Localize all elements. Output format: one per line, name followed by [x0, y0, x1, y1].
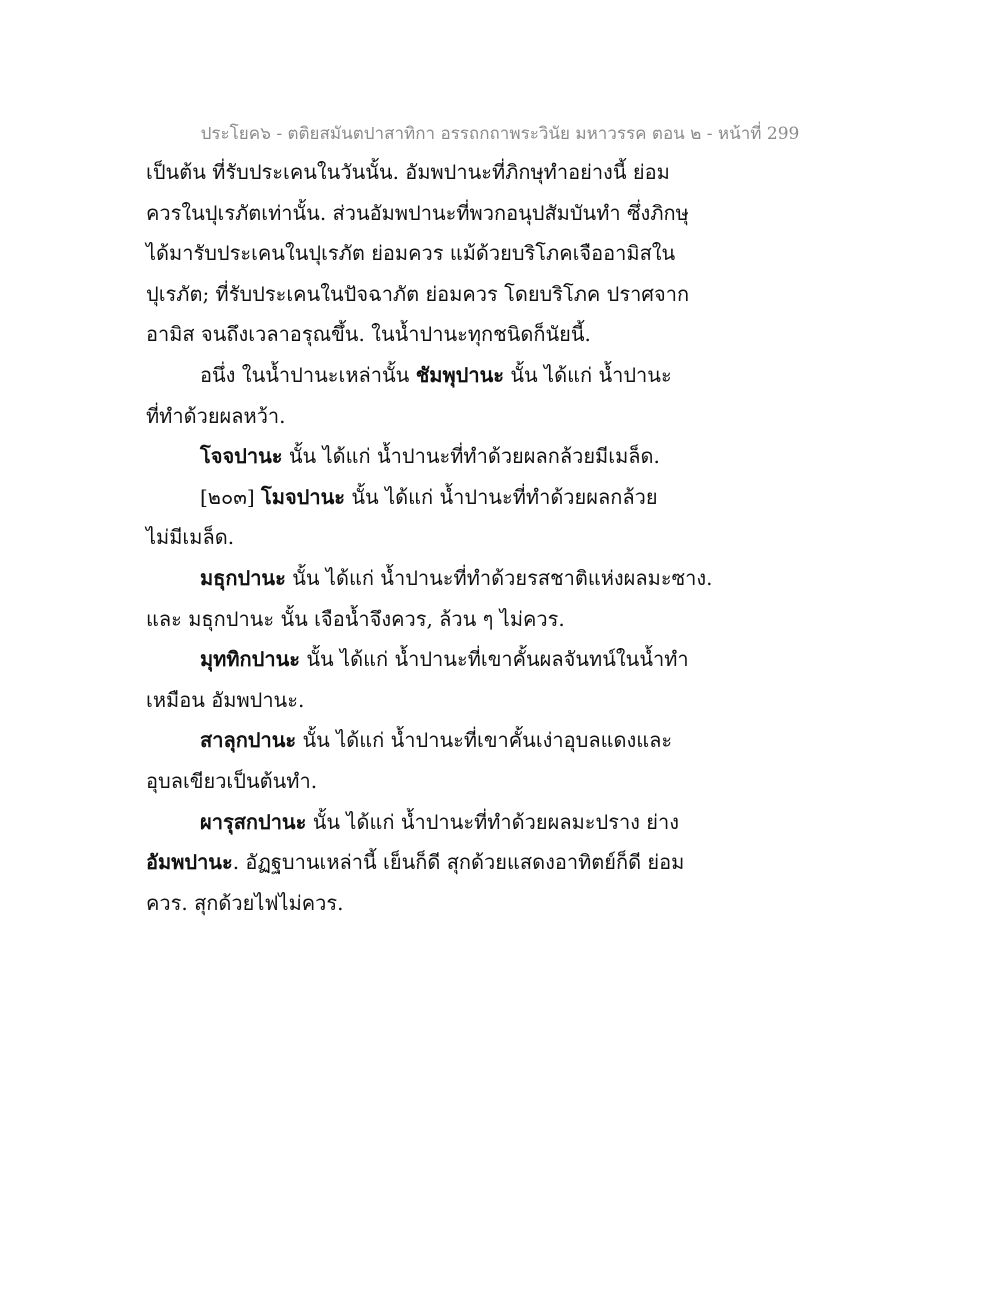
paragraph-first-line	[146, 639, 706, 680]
text-run: ควร. สุกด้วยไฟไม่ควร.	[146, 890, 344, 915]
paragraph-first-line	[146, 355, 706, 396]
page-body	[146, 152, 713, 923]
paragraph-line	[146, 680, 706, 721]
paragraph-line	[146, 842, 706, 883]
text-run: อนึ่ง ในน้ำปานะเหล่านั้น	[200, 362, 416, 387]
text-run: เป็นต้น ที่รับประเคนในวันนั้น. อัมพปานะที่ภิกษุทำอย่างนี้ ย่อม	[146, 160, 670, 184]
bold-term: โมจปานะ	[261, 484, 346, 509]
text-run: ไม่มีเมล็ด.	[146, 525, 235, 550]
paragraph-line	[146, 314, 706, 355]
text-run: ได้มารับประเคนในปุเรภัต ย่อมควร แม้ด้วยบริโภคเจืออามิสใน	[146, 241, 676, 266]
text-run: และ มธุกปานะ นั้น เจือน้ำจึงควร, ล้วน ๆ ไม่ควร.	[146, 606, 565, 631]
paragraph-line	[146, 152, 706, 193]
text-run: . อัฏฐบานเหล่านี้ เย็นก็ดี สุกด้วยแสดงอาทิตย์ก็ดี ย่อม	[232, 850, 685, 875]
bold-term: อัมพปานะ	[146, 850, 233, 875]
bold-term: สาลุกปานะ	[200, 728, 297, 753]
bold-term: ผารุสกปานะ	[200, 809, 307, 834]
paragraph-line	[146, 193, 706, 234]
bold-term: มุททิกปานะ	[200, 647, 300, 672]
text-run: นั้น ได้แก่ น้ำปานะที่เขาคั้นผลจันทน์ในน้ำทำ	[300, 647, 689, 672]
paragraph-line	[146, 517, 706, 558]
paragraph-line	[146, 396, 706, 437]
running-header: ประโยค๖ - ตติยสมันตปาสาทิกา อรรถกถาพระวินัย มหาวรรค ตอน ๒ - หน้าที่ 299	[200, 124, 800, 144]
text-run: ปุเรภัต; ที่รับประเคนในปัจฉาภัต ย่อมควร โดยบริโภค ปราศจาก	[146, 281, 690, 306]
paragraph-line	[146, 599, 706, 640]
text-run: ควรในปุเรภัตเท่านั้น. ส่วนอัมพปานะที่พวกอนุปสัมบันทำ ซึ่งภิกษุ	[146, 200, 689, 225]
paragraph-first-line	[146, 477, 706, 518]
text-run: นั้น ได้แก่ น้ำปานะที่ทำด้วยรสชาติแห่งผลมะซาง.	[285, 565, 713, 590]
text-run: เหมือน อัมพปานะ.	[146, 687, 305, 712]
paragraph-line	[146, 883, 706, 924]
text-run: นั้น ได้แก่ น้ำปานะที่ทำด้วยผลมะปราง ย่าง	[306, 809, 680, 834]
text-run: อุบลเขียวเป็นต้นทำ.	[146, 768, 318, 793]
paragraph-first-line	[146, 436, 706, 477]
paragraph-line	[146, 274, 706, 315]
text-run: นั้น ได้แก่ น้ำปานะที่ทำด้วยผลกล้วยมีเมล็ด.	[282, 444, 660, 469]
text-run: นั้น ได้แก่ น้ำปานะที่ทำด้วยผลกล้วย	[345, 484, 658, 509]
paragraph-first-line	[146, 558, 713, 599]
text-run: อามิส จนถึงเวลาอรุณขึ้น. ในน้ำปานะทุกชนิดก็นัยนี้.	[146, 322, 591, 347]
bold-term: โจจปานะ	[200, 444, 283, 469]
text-run: นั้น ได้แก่ น้ำปานะที่เขาคั้นเง่าอุบลแดงและ	[296, 728, 673, 753]
bold-term: ชัมพุปานะ	[415, 362, 504, 387]
text-run: [๒๐๓]	[200, 484, 262, 509]
bold-term: มธุกปานะ	[200, 565, 286, 590]
paragraph-first-line	[146, 720, 706, 761]
paragraph-first-line	[146, 802, 706, 843]
text-run: นั้น ได้แก่ น้ำปานะ	[503, 362, 672, 387]
paragraph-line	[146, 233, 706, 274]
paragraph-line	[146, 761, 706, 802]
text-run: ที่ทำด้วยผลหว้า.	[146, 403, 286, 428]
